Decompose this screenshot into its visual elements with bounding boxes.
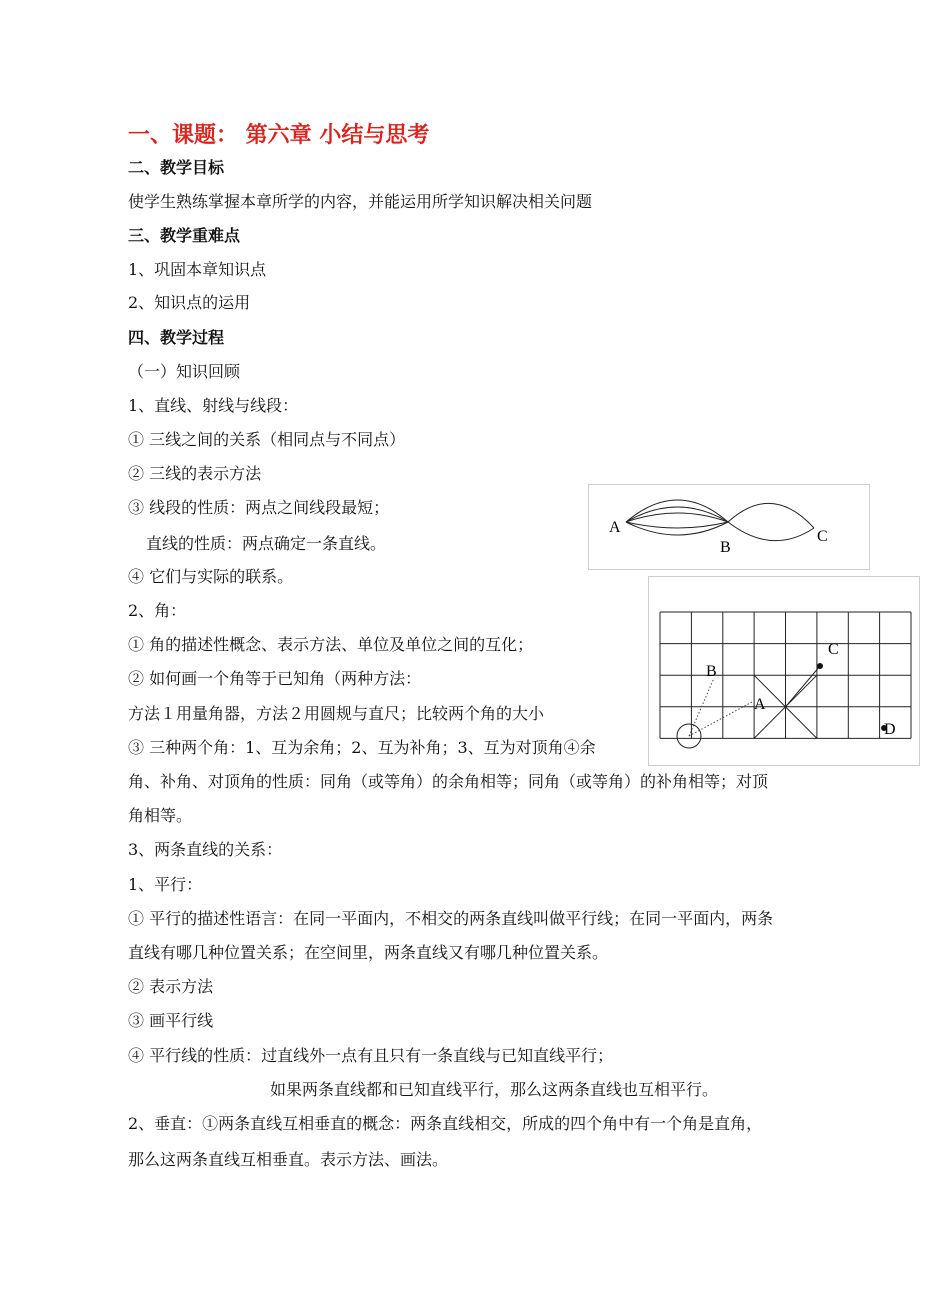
label-b: B <box>720 539 731 556</box>
list-item: 角、补角、对顶角的性质：同角（或等角）的余角相等；同角（或等角）的补角相等；对顶 <box>128 772 769 791</box>
section-review: （一）知识回顾 <box>128 362 241 381</box>
list-item: 直线的性质：两点确定一条直线。 <box>146 534 387 553</box>
key-point-1: 1、巩固本章知识点 <box>128 260 267 279</box>
point-c <box>817 663 823 669</box>
label-b: B <box>706 663 717 680</box>
list-item: 角相等。 <box>128 806 193 825</box>
topic-two-lines: 3、两条直线的关系： <box>128 840 283 859</box>
key-point-2: 2、知识点的运用 <box>128 293 251 312</box>
figure-curves <box>588 484 870 570</box>
list-item: ③ 三种两个角：1、互为余角；2、互为补角；3、互为对顶角④余 <box>128 738 596 757</box>
heading-process: 四、教学过程 <box>128 328 225 347</box>
list-item: 如果两条直线都和已知直线平行，那么这两条直线也互相平行。 <box>270 1080 719 1099</box>
list-item: ④ 平行线的性质：过直线外一点有且只有一条直线与已知直线平行； <box>128 1046 614 1065</box>
list-item: ① 三线之间的关系（相同点与不同点） <box>128 430 406 449</box>
list-item: 方法１用量角器，方法２用圆规与直尺；比较两个角的大小 <box>128 704 545 723</box>
topic-perpendicular: 2、垂直：①两条直线互相垂直的概念：两条直线相交，所成的四个角中有一个角是直角， <box>128 1114 763 1133</box>
objective-text: 使学生熟练掌握本章所学的内容，并能运用所学知识解决相关问题 <box>128 192 593 211</box>
figure-curves-frame <box>589 485 870 570</box>
list-item: ④ 它们与实际的联系。 <box>128 567 294 586</box>
list-item: ② 如何画一个角等于已知角（两种方法： <box>128 669 422 688</box>
label-c: C <box>828 641 839 658</box>
label-a: A <box>754 696 766 713</box>
list-item: ① 角的描述性概念、表示方法、单位及单位之间的互化； <box>128 635 534 654</box>
topic-angles: 2、角： <box>128 601 187 620</box>
topic-parallel: 1、平行： <box>128 875 203 894</box>
topic-lines: 1、直线、射线与线段： <box>128 396 299 415</box>
list-item: ③ 线段的性质：两点之间线段最短； <box>128 498 390 517</box>
list-item: ① 平行的描述性语言：在同一平面内，不相交的两条直线叫做平行线；在同一平面内，两条 <box>128 909 774 928</box>
list-item: ③ 画平行线 <box>128 1011 214 1030</box>
list-item: ② 表示方法 <box>128 977 214 996</box>
figure-grid-frame <box>649 577 920 766</box>
list-item: 那么这两条直线互相垂直。表示方法、画法。 <box>128 1150 449 1169</box>
heading-objectives: 二、教学目标 <box>128 158 225 177</box>
heading-key-points: 三、教学重难点 <box>128 226 241 245</box>
label-c: C <box>817 528 828 545</box>
label-a: A <box>609 519 621 536</box>
list-item: 直线有哪几种位置关系；在空间里，两条直线又有哪几种位置关系。 <box>128 943 609 962</box>
figure-grid <box>648 576 920 766</box>
label-d: D <box>884 721 896 738</box>
list-item: ② 三线的表示方法 <box>128 464 262 483</box>
lesson-title: 一、课题： 第六章 小结与思考 <box>128 123 430 148</box>
